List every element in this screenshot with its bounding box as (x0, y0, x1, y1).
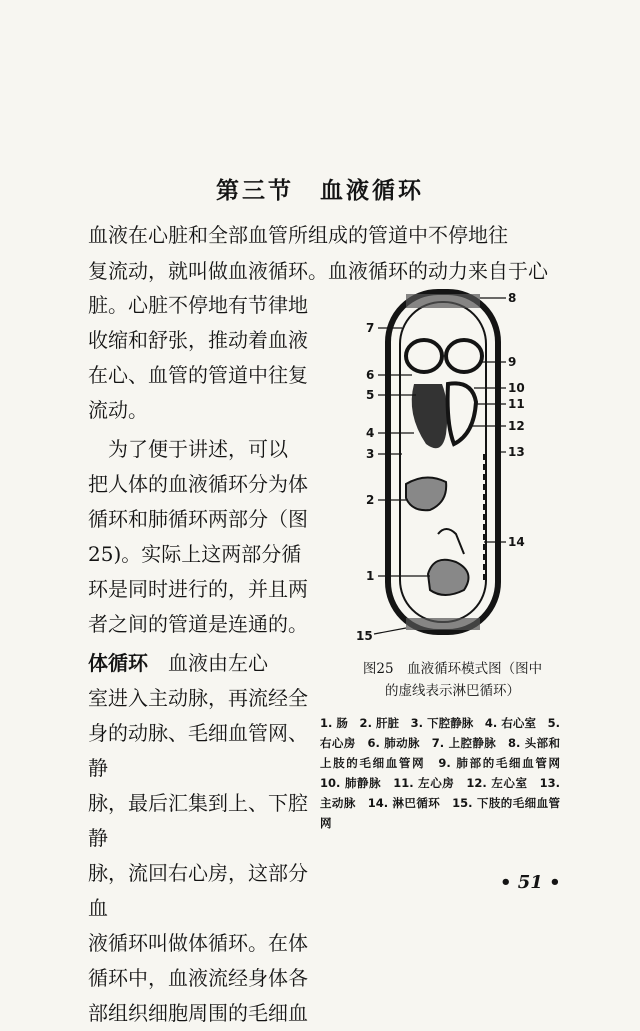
intro-line-2: 复流动，就叫做血液循环。血液循环的动力来自于心 (88, 259, 548, 283)
lung-capillaries-left (406, 340, 442, 372)
label-3: 3 (366, 447, 375, 461)
label-4: 4 (366, 426, 375, 440)
text-line: 为了便于讲述，可以 (88, 437, 288, 461)
text-line: 25)。实际上这两部分循 (88, 542, 302, 566)
circulation-diagram-svg (346, 284, 576, 644)
page-number: • 51 • (500, 872, 561, 893)
intestine-shape (428, 560, 469, 595)
label-14: 14 (508, 535, 525, 549)
text-line: 部组织细胞周围的毛细血 (88, 1001, 308, 1025)
text-line: 室进入主动脉，再流经全 (88, 686, 308, 710)
left-column-text (88, 288, 323, 1031)
label-10: 10 (508, 381, 525, 395)
intro-line-1: 血液在心脏和全部血管所组成的管道中不停地往 (88, 223, 508, 247)
label-7: 7 (366, 321, 375, 335)
subhead-line (88, 646, 323, 681)
text-line: 环是同时进行的，并且两 (88, 577, 308, 601)
label-11: 11 (508, 397, 525, 411)
subhead: 体循环 (88, 651, 148, 675)
heart-left (448, 383, 476, 444)
caption-line-1: 图25 血液循环模式图（图中 (362, 661, 543, 677)
text-line: 收缩和舒张，推动着血液 (88, 328, 308, 352)
leg-capillary-network (406, 618, 480, 630)
text-line: 脉，流回右心房，这部分血 (88, 861, 308, 920)
circulation-diagram (346, 284, 576, 644)
portal-vessel (438, 529, 464, 554)
label-15: 15 (356, 629, 373, 643)
label-1: 1 (366, 569, 375, 583)
text-line: 液循环叫做体循环。在体 (88, 931, 308, 955)
label-2: 2 (366, 493, 375, 507)
text-line: 把人体的血液循环分为体 (88, 472, 308, 496)
head-capillary-network (406, 294, 480, 308)
text-line: 者之间的管道是连通的。 (88, 612, 308, 636)
text-line: 脉，最后汇集到上、下腔静 (88, 791, 308, 850)
caption-line-2: 的虚线表示淋巴循环） (385, 683, 520, 699)
label-13: 13 (508, 445, 525, 459)
text-line: 身的动脉、毛细血管网、静 (88, 721, 308, 780)
text-line: 在心、血管的管道中往复 (88, 363, 308, 387)
label-8: 8 (508, 291, 517, 305)
label-6: 6 (366, 368, 375, 382)
figure-caption (335, 658, 570, 702)
text-line: 流动。 (88, 398, 148, 422)
figure-legend: 1. 肠 2. 肝脏 3. 下腔静脉 4. 右心室 5. 右心房 6. 肺动脉 7. 上腔静脉 8. 头部和上肢的毛细血管网 9. 肺部的毛细血管网 10. 肺静脉 11. 左心房 12. 左心室 13. 主动脉 14. 淋巴循环 15. 下肢的毛细血管网 (320, 716, 572, 830)
label-5: 5 (366, 388, 375, 402)
label-12: 12 (508, 419, 525, 433)
heart-right (412, 384, 448, 448)
label-9: 9 (508, 355, 517, 369)
text-line: 脏。心脏不停地有节律地 (88, 293, 308, 317)
text-line: 循环和肺循环两部分（图 (88, 507, 308, 531)
text-line: 循环中，血液流经身体各 (88, 966, 308, 990)
liver-shape (406, 477, 446, 510)
section-title: 第三节 血液循环 (216, 177, 424, 204)
lung-capillaries-right (446, 340, 482, 372)
subhead-text: 血液由左心 (148, 651, 268, 675)
